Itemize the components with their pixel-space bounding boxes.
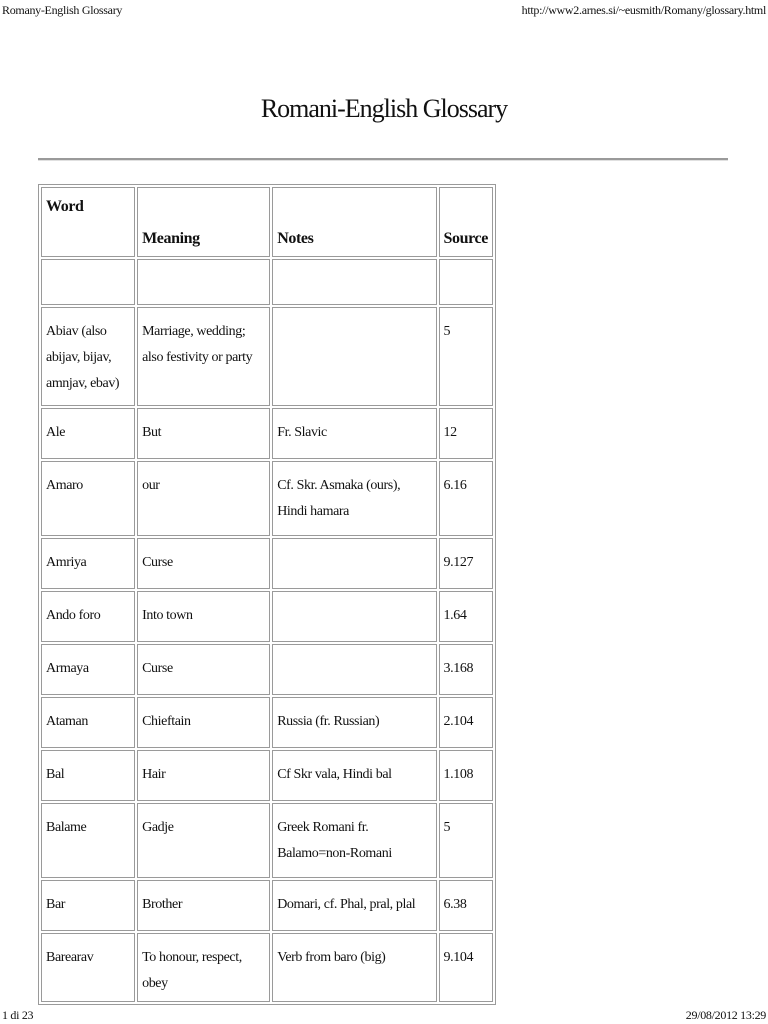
empty-cell	[137, 259, 270, 305]
cell-source: 2.104	[439, 697, 493, 748]
cell-meaning: Gadje	[137, 803, 270, 878]
cell-word: Ataman	[41, 697, 135, 748]
header-word: Word	[41, 187, 135, 257]
table-header-row	[41, 187, 493, 257]
cell-source: 5	[439, 307, 493, 406]
cell-notes: Fr. Slavic	[272, 408, 436, 459]
table-row	[41, 307, 493, 406]
cell-notes: Greek Romani fr. Balamo=non-Romani	[272, 803, 436, 878]
cell-source: 6.16	[439, 461, 493, 536]
cell-word: Bal	[41, 750, 135, 801]
cell-word: Amriya	[41, 538, 135, 589]
print-header-url: http://www2.arnes.si/~eusmith/Romany/glossary.html	[521, 3, 766, 17]
cell-source: 3.168	[439, 644, 493, 695]
cell-meaning: But	[137, 408, 270, 459]
empty-cell	[272, 259, 436, 305]
table-row	[41, 750, 493, 801]
table-row	[41, 803, 493, 878]
header-source: Source	[439, 187, 493, 257]
empty-row	[41, 259, 493, 305]
table-row	[41, 697, 493, 748]
table-row	[41, 538, 493, 589]
cell-source: 1.108	[439, 750, 493, 801]
table-row	[41, 644, 493, 695]
cell-word: Amaro	[41, 461, 135, 536]
horizontal-rule	[38, 158, 728, 161]
header-meaning: Meaning	[137, 187, 270, 257]
cell-word: Balame	[41, 803, 135, 878]
cell-word: Ando foro	[41, 591, 135, 642]
page-counter: 1 di 23	[2, 1008, 34, 1022]
cell-source: 6.38	[439, 880, 493, 931]
cell-source: 12	[439, 408, 493, 459]
cell-notes: Verb from baro (big)	[272, 933, 436, 1002]
cell-word: Ale	[41, 408, 135, 459]
cell-notes: Cf Skr vala, Hindi bal	[272, 750, 436, 801]
cell-source: 1.64	[439, 591, 493, 642]
cell-source: 5	[439, 803, 493, 878]
cell-word: Bar	[41, 880, 135, 931]
cell-notes	[272, 644, 436, 695]
cell-word: Armaya	[41, 644, 135, 695]
cell-meaning: Curse	[137, 538, 270, 589]
print-header-title: Romany-English Glossary	[2, 3, 123, 17]
glossary-table	[38, 184, 496, 1005]
cell-notes: Russia (fr. Russian)	[272, 697, 436, 748]
table-row	[41, 591, 493, 642]
cell-notes	[272, 591, 436, 642]
cell-meaning: To honour, respect, obey	[137, 933, 270, 1002]
cell-source: 9.127	[439, 538, 493, 589]
cell-meaning: Brother	[137, 880, 270, 931]
empty-cell	[439, 259, 493, 305]
empty-cell	[41, 259, 135, 305]
cell-notes	[272, 307, 436, 406]
cell-notes	[272, 538, 436, 589]
cell-source: 9.104	[439, 933, 493, 1002]
cell-meaning: Marriage, wedding; also festivity or party	[137, 307, 270, 406]
print-timestamp: 29/08/2012 13:29	[685, 1008, 766, 1022]
table-row	[41, 933, 493, 1002]
table-row	[41, 880, 493, 931]
page-title: Romani-English Glossary	[260, 94, 508, 123]
cell-meaning: Curse	[137, 644, 270, 695]
cell-meaning: our	[137, 461, 270, 536]
cell-meaning: Hair	[137, 750, 270, 801]
table-row	[41, 408, 493, 459]
cell-meaning: Chieftain	[137, 697, 270, 748]
cell-notes: Cf. Skr. Asmaka (ours), Hindi hamara	[272, 461, 436, 536]
table-row	[41, 461, 493, 536]
cell-word: Barearav	[41, 933, 135, 1002]
cell-notes: Domari, cf. Phal, pral, plal	[272, 880, 436, 931]
cell-meaning: Into town	[137, 591, 270, 642]
cell-word: Abiav (also abijav, bijav, amnjav, ebav)	[41, 307, 135, 406]
header-notes: Notes	[272, 187, 436, 257]
